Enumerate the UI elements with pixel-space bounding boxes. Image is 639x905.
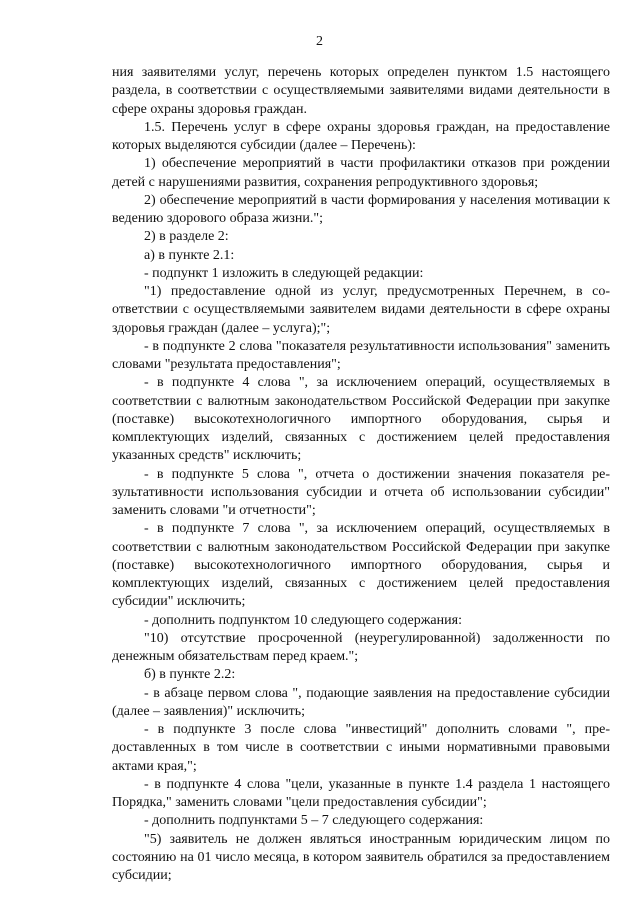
paragraph-subclause-5-text: "5) заявитель не должен являться иностранным юридическим лицом по состоянию на 01 число месяца, в котором заявитель обратился за предоставлением субсидии; [112,831,610,883]
paragraph-add-subclauses-5-7: - дополнить подпунктами 5 – 7 следующего содержания: [144,813,484,829]
paragraph-subclause-5: - в подпункте 5 слова ", отчета о достижении значения показателя результативности использования субсидии и отчета об использовании субсидии" заменить словами "и отчетности"; [112,466,610,518]
paragraph-clause-2-2: б) в пункте 2.2: [144,667,236,683]
paragraph-subclause-4: - в подпункте 4 слова ", за исключением операций, осуществляемых в соответствии с валютным законодательством Российской Федерации при закупке (поставке) высокотехнологичного импортного оборудования, сырья и комплектующих изделий, связанных с достижением целей предоставления указанных средств" исключить; [112,375,610,464]
paragraph-service-1: 1) обеспечение мероприятий в части профилактики отказов при рождении детей с нарушениями развития, сохранения репродуктивного здоровья; [112,156,610,190]
document-body [112,64,610,885]
paragraph-subclause-10-text: "10) отсутствие просроченной (неурегулированной) задолженности по денежным обязательствам перед краем."; [112,630,610,664]
paragraph-section-2: 2) в разделе 2: [144,229,229,245]
paragraph-subclause-2: - в подпункте 2 слова "показателя результативности использования" заменить словами "результата предоставления"; [112,338,610,372]
paragraph-add-subclause-10: - дополнить подпунктом 10 следующего содержания: [144,612,462,628]
paragraph-subclause-1-edit: - подпункт 1 изложить в следующей редакции: [144,265,424,281]
paragraph-subclause-3: - в подпункте 3 после слова "инвестиций" дополнить словами ", предоставленных в том числе в соответствии с иными нормативными правовыми актами края,"; [112,722,610,774]
paragraph-continuation: ния заявителями услуг, перечень которых определен пунктом 1.5 настоящего раздела, в соответствии с осуществляемыми заявителями видами деятельности в сфере охраны здоровья граждан. [112,65,610,117]
paragraph-clause-2-1: а) в пункте 2.1: [144,247,235,263]
paragraph-subclause-7: - в подпункте 7 слова ", за исключением операций, осуществляемых в соответствии с валютным законодательством Российской Федерации при закупке (поставке) высокотехнологичного импортного оборудования, сырья и комплектующих изделий, связанных с достижением целей предоставления субсидии" исключить; [112,521,610,610]
paragraph-services-list-intro: 1.5. Перечень услуг в сфере охраны здоровья граждан, на предоставление которых выделяются субсидии (далее – Перечень): [112,119,610,153]
page-number: 2 [316,34,323,49]
paragraph-subclause-4-2-2: - в подпункте 4 слова "цели, указанные в пункте 1.4 раздела 1 настоящего Порядка," заменить словами "цели предоставления субсидии"; [112,776,610,810]
paragraph-first-abzac: - в абзаце первом слова ", подающие заявления на предоставление субсидии (далее – заявления)" исключить; [112,685,610,719]
paragraph-service-2: 2) обеспечение мероприятий в части формирования у населения мотивации к ведению здорового образа жизни."; [112,192,610,226]
paragraph-subclause-1-text: "1) предоставление одной из услуг, предусмотренных Перечнем, в соответствии с осуществляемыми заявителем видами деятельности в сфере охраны здоровья граждан (далее – услуга);"; [112,284,610,336]
